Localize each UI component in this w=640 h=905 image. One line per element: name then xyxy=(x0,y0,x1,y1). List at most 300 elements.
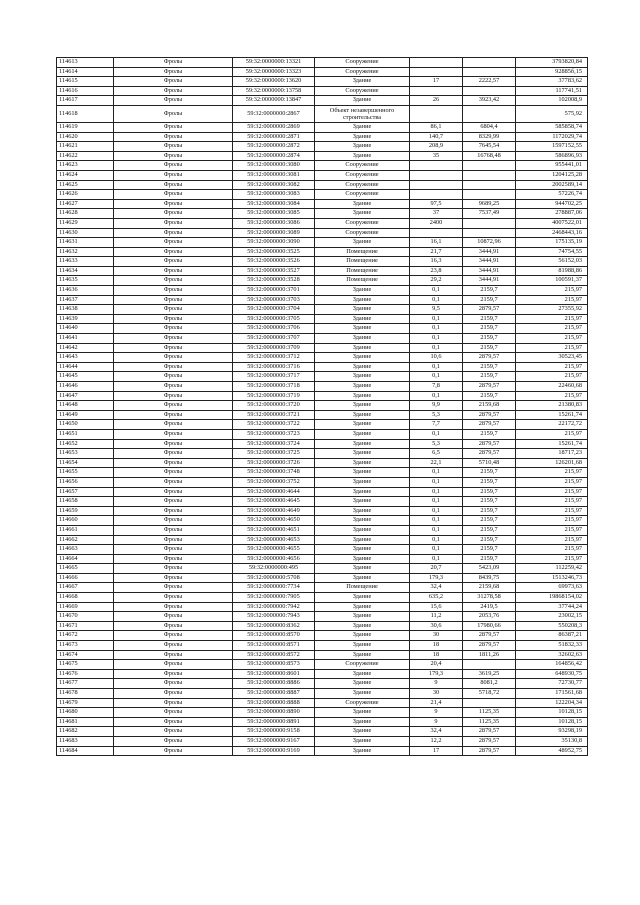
table-row xyxy=(57,77,588,87)
settlement-name-cell: Фролы xyxy=(114,77,233,87)
row-number-cell: 114628 xyxy=(57,209,114,219)
row-number-cell: 114623 xyxy=(57,161,114,171)
unit-value-cell: 3444,91 xyxy=(463,276,516,286)
settlement-name-cell: Фролы xyxy=(114,641,233,651)
object-type-cell: Здание xyxy=(315,525,410,535)
settlement-name-cell: Фролы xyxy=(114,727,233,737)
unit-value-cell: 2879,57 xyxy=(463,449,516,459)
area-cell xyxy=(410,228,463,238)
cadastral-value-cell: 1204125,28 xyxy=(516,170,588,180)
cadastral-value-cell: 215,97 xyxy=(516,535,588,545)
cadastral-number-cell: 59:32:0000000:3525 xyxy=(233,247,315,257)
table-row xyxy=(57,58,588,68)
table-row xyxy=(57,449,588,459)
area-cell: 635,2 xyxy=(410,593,463,603)
table-row xyxy=(57,295,588,305)
area-cell: 9 xyxy=(410,708,463,718)
cadastral-value-cell: 51832,33 xyxy=(516,641,588,651)
unit-value-cell: 1125,35 xyxy=(463,717,516,727)
settlement-name-cell: Фролы xyxy=(114,86,233,96)
cadastral-value-cell: 278887,06 xyxy=(516,209,588,219)
table-row xyxy=(57,573,588,583)
table-row xyxy=(57,564,588,574)
row-number-cell: 114660 xyxy=(57,516,114,526)
cadastral-number-cell: 59:32:0000000:3083 xyxy=(233,190,315,200)
object-type-cell: Помещение xyxy=(315,266,410,276)
object-type-cell: Здание xyxy=(315,487,410,497)
cadastral-value-cell: 215,97 xyxy=(516,343,588,353)
object-type-cell: Здание xyxy=(315,612,410,622)
cadastral-number-cell: 59:32:0000000:3701 xyxy=(233,286,315,296)
area-cell: 9,5 xyxy=(410,305,463,315)
area-cell: 0,1 xyxy=(410,362,463,372)
area-cell: 179,3 xyxy=(410,669,463,679)
cadastral-value-cell: 215,97 xyxy=(516,295,588,305)
cadastral-number-cell: 59:32:0000000:2871 xyxy=(233,132,315,142)
cadastral-value-cell: 18717,23 xyxy=(516,449,588,459)
table-row xyxy=(57,170,588,180)
cadastral-number-cell: 59:32:0000000:3752 xyxy=(233,477,315,487)
table-row xyxy=(57,247,588,257)
cadastral-value-cell: 86387,21 xyxy=(516,631,588,641)
settlement-name-cell: Фролы xyxy=(114,429,233,439)
cadastral-value-cell: 955441,01 xyxy=(516,161,588,171)
object-type-cell: Сооружение xyxy=(315,218,410,228)
object-type-cell: Здание xyxy=(315,96,410,106)
cadastral-value-cell: 585858,74 xyxy=(516,122,588,132)
unit-value-cell: 2159,7 xyxy=(463,525,516,535)
cadastral-value-cell: 215,97 xyxy=(516,477,588,487)
cadastral-value-cell: 586896,93 xyxy=(516,151,588,161)
row-number-cell: 114656 xyxy=(57,477,114,487)
area-cell: 0,1 xyxy=(410,391,463,401)
table-row xyxy=(57,190,588,200)
cadastral-number-cell: 59:32:0000000:8887 xyxy=(233,689,315,699)
settlement-name-cell: Фролы xyxy=(114,170,233,180)
unit-value-cell xyxy=(463,228,516,238)
object-type-cell: Здание xyxy=(315,401,410,411)
settlement-name-cell: Фролы xyxy=(114,132,233,142)
cadastral-number-cell: 59:32:0000000:4650 xyxy=(233,516,315,526)
row-number-cell: 114672 xyxy=(57,631,114,641)
object-type-cell: Здание xyxy=(315,746,410,756)
row-number-cell: 114643 xyxy=(57,353,114,363)
area-cell xyxy=(410,67,463,77)
table-row xyxy=(57,746,588,756)
table-row xyxy=(57,717,588,727)
area-cell: 0,1 xyxy=(410,324,463,334)
unit-value-cell: 2159,7 xyxy=(463,487,516,497)
object-type-cell: Помещение xyxy=(315,247,410,257)
area-cell: 0,1 xyxy=(410,334,463,344)
cadastral-value-cell: 32602,63 xyxy=(516,650,588,660)
table-row xyxy=(57,266,588,276)
object-type-cell: Здание xyxy=(315,238,410,248)
area-cell: 0,1 xyxy=(410,429,463,439)
unit-value-cell: 2159,7 xyxy=(463,468,516,478)
settlement-name-cell: Фролы xyxy=(114,564,233,574)
row-number-cell: 114674 xyxy=(57,650,114,660)
cadastral-value-cell: 215,97 xyxy=(516,525,588,535)
settlement-name-cell: Фролы xyxy=(114,487,233,497)
area-cell: 26 xyxy=(410,96,463,106)
cadastral-value-cell: 21380,83 xyxy=(516,401,588,411)
settlement-name-cell: Фролы xyxy=(114,612,233,622)
table-body xyxy=(57,58,588,756)
row-number-cell: 114642 xyxy=(57,343,114,353)
object-type-cell: Здание xyxy=(315,621,410,631)
row-number-cell: 114664 xyxy=(57,554,114,564)
cadastral-value-cell: 215,97 xyxy=(516,516,588,526)
cadastral-value-cell: 48952,75 xyxy=(516,746,588,756)
cadastral-number-cell: 59:32:0000000:3526 xyxy=(233,257,315,267)
row-number-cell: 114671 xyxy=(57,621,114,631)
table-row xyxy=(57,276,588,286)
cadastral-value-cell: 15261,74 xyxy=(516,439,588,449)
object-type-cell: Здание xyxy=(315,295,410,305)
area-cell xyxy=(410,161,463,171)
row-number-cell: 114655 xyxy=(57,468,114,478)
area-cell: 17 xyxy=(410,746,463,756)
unit-value-cell xyxy=(463,190,516,200)
object-type-cell: Сооружение xyxy=(315,698,410,708)
unit-value-cell: 2879,57 xyxy=(463,410,516,420)
settlement-name-cell: Фролы xyxy=(114,391,233,401)
unit-value-cell: 2159,68 xyxy=(463,583,516,593)
cadastral-number-cell: 59:32:0000000:8572 xyxy=(233,650,315,660)
cadastral-number-cell: 59:32:0000000:3089 xyxy=(233,228,315,238)
area-cell: 0,1 xyxy=(410,554,463,564)
object-type-cell: Здание xyxy=(315,516,410,526)
cadastral-value-cell: 100591,37 xyxy=(516,276,588,286)
unit-value-cell: 3923,42 xyxy=(463,96,516,106)
row-number-cell: 114614 xyxy=(57,67,114,77)
table-row xyxy=(57,593,588,603)
row-number-cell: 114657 xyxy=(57,487,114,497)
row-number-cell: 114652 xyxy=(57,439,114,449)
cadastral-number-cell: 59:32:0000000:3718 xyxy=(233,382,315,392)
cadastral-number-cell: 59:32:0000000:3722 xyxy=(233,420,315,430)
settlement-name-cell: Фролы xyxy=(114,105,233,122)
table-row xyxy=(57,554,588,564)
cadastral-value-cell: 550208,3 xyxy=(516,621,588,631)
unit-value-cell xyxy=(463,67,516,77)
cadastral-value-cell: 215,97 xyxy=(516,554,588,564)
table-row xyxy=(57,602,588,612)
cadastral-value-cell: 19868154,02 xyxy=(516,593,588,603)
row-number-cell: 114617 xyxy=(57,96,114,106)
unit-value-cell: 1811,26 xyxy=(463,650,516,660)
cadastral-value-cell: 4007522,01 xyxy=(516,218,588,228)
settlement-name-cell: Фролы xyxy=(114,305,233,315)
table-row xyxy=(57,161,588,171)
object-type-cell: Здание xyxy=(315,142,410,152)
table-row xyxy=(57,362,588,372)
object-type-cell: Здание xyxy=(315,727,410,737)
unit-value-cell: 5423,09 xyxy=(463,564,516,574)
table-row xyxy=(57,286,588,296)
table-row xyxy=(57,458,588,468)
unit-value-cell: 2159,7 xyxy=(463,535,516,545)
object-type-cell: Здание xyxy=(315,689,410,699)
cadastral-number-cell: 59:32:0000000:2872 xyxy=(233,142,315,152)
area-cell: 6,5 xyxy=(410,449,463,459)
settlement-name-cell: Фролы xyxy=(114,96,233,106)
row-number-cell: 114675 xyxy=(57,660,114,670)
cadastral-number-cell: 59:32:0000000:9158 xyxy=(233,727,315,737)
row-number-cell: 114666 xyxy=(57,573,114,583)
area-cell: 5,3 xyxy=(410,439,463,449)
object-type-cell: Здание xyxy=(315,708,410,718)
object-type-cell: Здание xyxy=(315,545,410,555)
row-number-cell: 114640 xyxy=(57,324,114,334)
row-number-cell: 114637 xyxy=(57,295,114,305)
table-row xyxy=(57,305,588,315)
unit-value-cell: 3444,91 xyxy=(463,257,516,267)
unit-value-cell: 2419,5 xyxy=(463,602,516,612)
cadastral-value-cell: 1597152,55 xyxy=(516,142,588,152)
area-cell: 0,1 xyxy=(410,314,463,324)
cadastral-number-cell: 59:32:0000000:3724 xyxy=(233,439,315,449)
cadastral-number-cell: 59:32:0000000:3721 xyxy=(233,410,315,420)
unit-value-cell: 2879,57 xyxy=(463,353,516,363)
unit-value-cell: 2879,57 xyxy=(463,631,516,641)
area-cell: 32,4 xyxy=(410,583,463,593)
object-type-cell: Здание xyxy=(315,497,410,507)
unit-value-cell: 2159,7 xyxy=(463,506,516,516)
row-number-cell: 114629 xyxy=(57,218,114,228)
table-row xyxy=(57,410,588,420)
area-cell: 16,3 xyxy=(410,257,463,267)
object-type-cell: Здание xyxy=(315,209,410,219)
row-number-cell: 114626 xyxy=(57,190,114,200)
area-cell: 30,6 xyxy=(410,621,463,631)
object-type-cell: Здание xyxy=(315,199,410,209)
settlement-name-cell: Фролы xyxy=(114,122,233,132)
cadastral-number-cell: 59:32:0000000:7943 xyxy=(233,612,315,622)
table-row xyxy=(57,506,588,516)
cadastral-value-cell: 112259,42 xyxy=(516,564,588,574)
settlement-name-cell: Фролы xyxy=(114,382,233,392)
cadastral-value-cell: 93298,19 xyxy=(516,727,588,737)
settlement-name-cell: Фролы xyxy=(114,286,233,296)
table-row xyxy=(57,391,588,401)
object-type-cell: Здание xyxy=(315,343,410,353)
row-number-cell: 114630 xyxy=(57,228,114,238)
object-type-cell: Сооружение xyxy=(315,86,410,96)
unit-value-cell: 16768,48 xyxy=(463,151,516,161)
cadastral-number-cell: 59:32:0000000:3719 xyxy=(233,391,315,401)
area-cell: 0,1 xyxy=(410,468,463,478)
settlement-name-cell: Фролы xyxy=(114,324,233,334)
object-type-cell: Помещение xyxy=(315,276,410,286)
area-cell: 7,7 xyxy=(410,420,463,430)
cadastral-value-cell: 37744,24 xyxy=(516,602,588,612)
object-type-cell: Сооружение xyxy=(315,67,410,77)
row-number-cell: 114616 xyxy=(57,86,114,96)
object-type-cell: Здание xyxy=(315,372,410,382)
table-row xyxy=(57,180,588,190)
settlement-name-cell: Фролы xyxy=(114,468,233,478)
cadastral-number-cell: 59:32:0000000:3705 xyxy=(233,314,315,324)
row-number-cell: 114654 xyxy=(57,458,114,468)
cadastral-value-cell: 23002,15 xyxy=(516,612,588,622)
object-type-cell: Здание xyxy=(315,669,410,679)
cadastral-value-cell: 171561,68 xyxy=(516,689,588,699)
cadastral-number-cell: 59:32:0000000:3716 xyxy=(233,362,315,372)
area-cell: 5,3 xyxy=(410,410,463,420)
table-row xyxy=(57,132,588,142)
cadastral-number-cell: 59:32:0000000:13758 xyxy=(233,86,315,96)
row-number-cell: 114677 xyxy=(57,679,114,689)
cadastral-number-cell: 59:32:0000000:13847 xyxy=(233,96,315,106)
settlement-name-cell: Фролы xyxy=(114,439,233,449)
area-cell: 9 xyxy=(410,679,463,689)
table-row xyxy=(57,151,588,161)
cadastral-number-cell: 59:32:0000000:8571 xyxy=(233,641,315,651)
table-row xyxy=(57,334,588,344)
object-type-cell: Здание xyxy=(315,449,410,459)
object-type-cell: Здание xyxy=(315,468,410,478)
cadastral-number-cell: 59:32:0000000:9167 xyxy=(233,736,315,746)
unit-value-cell: 2159,7 xyxy=(463,372,516,382)
unit-value-cell xyxy=(463,105,516,122)
cadastral-value-cell: 215,97 xyxy=(516,468,588,478)
object-type-cell: Здание xyxy=(315,286,410,296)
unit-value-cell xyxy=(463,180,516,190)
object-type-cell: Здание xyxy=(315,391,410,401)
area-cell: 9 xyxy=(410,717,463,727)
settlement-name-cell: Фролы xyxy=(114,372,233,382)
row-number-cell: 114613 xyxy=(57,58,114,68)
object-type-cell: Здание xyxy=(315,477,410,487)
cadastral-number-cell: 59:32:0000000:3085 xyxy=(233,209,315,219)
row-number-cell: 114627 xyxy=(57,199,114,209)
object-type-cell: Здание xyxy=(315,362,410,372)
object-type-cell: Здание xyxy=(315,573,410,583)
cadastral-value-cell: 215,97 xyxy=(516,314,588,324)
cadastral-value-cell: 15261,74 xyxy=(516,410,588,420)
object-type-cell: Здание xyxy=(315,429,410,439)
unit-value-cell: 2159,7 xyxy=(463,295,516,305)
table-row xyxy=(57,650,588,660)
row-number-cell: 114644 xyxy=(57,362,114,372)
cadastral-value-cell: 10128,15 xyxy=(516,708,588,718)
property-table xyxy=(56,57,588,756)
area-cell xyxy=(410,105,463,122)
cadastral-value-cell: 648930,75 xyxy=(516,669,588,679)
row-number-cell: 114631 xyxy=(57,238,114,248)
cadastral-number-cell: 59:32:0000000:3706 xyxy=(233,324,315,334)
area-cell: 23,8 xyxy=(410,266,463,276)
area-cell: 10,6 xyxy=(410,353,463,363)
unit-value-cell: 2053,76 xyxy=(463,612,516,622)
area-cell: 22,1 xyxy=(410,458,463,468)
unit-value-cell: 2879,57 xyxy=(463,736,516,746)
settlement-name-cell: Фролы xyxy=(114,362,233,372)
table-row xyxy=(57,96,588,106)
area-cell: 29,2 xyxy=(410,276,463,286)
object-type-cell: Сооружение xyxy=(315,660,410,670)
settlement-name-cell: Фролы xyxy=(114,257,233,267)
unit-value-cell: 2159,7 xyxy=(463,497,516,507)
object-type-cell: Здание xyxy=(315,717,410,727)
area-cell xyxy=(410,58,463,68)
unit-value-cell xyxy=(463,58,516,68)
row-number-cell: 114650 xyxy=(57,420,114,430)
cadastral-value-cell: 575,92 xyxy=(516,105,588,122)
object-type-cell: Здание xyxy=(315,77,410,87)
area-cell: 35 xyxy=(410,151,463,161)
settlement-name-cell: Фролы xyxy=(114,458,233,468)
settlement-name-cell: Фролы xyxy=(114,218,233,228)
cadastral-value-cell: 215,97 xyxy=(516,506,588,516)
unit-value-cell: 2879,57 xyxy=(463,746,516,756)
object-type-cell: Здание xyxy=(315,679,410,689)
row-number-cell: 114663 xyxy=(57,545,114,555)
settlement-name-cell: Фролы xyxy=(114,228,233,238)
area-cell: 97,5 xyxy=(410,199,463,209)
cadastral-value-cell: 215,97 xyxy=(516,334,588,344)
table-row xyxy=(57,257,588,267)
row-number-cell: 114659 xyxy=(57,506,114,516)
settlement-name-cell: Фролы xyxy=(114,602,233,612)
table-row xyxy=(57,372,588,382)
cadastral-value-cell: 22460,68 xyxy=(516,382,588,392)
table-row xyxy=(57,86,588,96)
table-row xyxy=(57,142,588,152)
cadastral-number-cell: 59:32:0000000:2869 xyxy=(233,122,315,132)
settlement-name-cell: Фролы xyxy=(114,266,233,276)
object-type-cell: Здание xyxy=(315,439,410,449)
table-row xyxy=(57,353,588,363)
object-type-cell: Здание xyxy=(315,564,410,574)
area-cell: 30 xyxy=(410,631,463,641)
row-number-cell: 114625 xyxy=(57,180,114,190)
cadastral-value-cell: 35130,8 xyxy=(516,736,588,746)
row-number-cell: 114667 xyxy=(57,583,114,593)
object-type-cell: Здание xyxy=(315,506,410,516)
cadastral-number-cell: 59:32:0000000:495 xyxy=(233,564,315,574)
object-type-cell: Объект незавершенного строительства xyxy=(315,105,410,122)
row-number-cell: 114673 xyxy=(57,641,114,651)
area-cell: 208,9 xyxy=(410,142,463,152)
cadastral-number-cell: 59:32:0000000:3528 xyxy=(233,276,315,286)
settlement-name-cell: Фролы xyxy=(114,334,233,344)
cadastral-value-cell: 215,97 xyxy=(516,362,588,372)
table-row xyxy=(57,736,588,746)
unit-value-cell: 2159,7 xyxy=(463,334,516,344)
unit-value-cell: 10872,96 xyxy=(463,238,516,248)
cadastral-value-cell: 10128,15 xyxy=(516,717,588,727)
unit-value-cell: 7537,49 xyxy=(463,209,516,219)
unit-value-cell: 2879,57 xyxy=(463,382,516,392)
row-number-cell: 114632 xyxy=(57,247,114,257)
cadastral-value-cell: 1513246,73 xyxy=(516,573,588,583)
area-cell: 7,8 xyxy=(410,382,463,392)
table-row xyxy=(57,641,588,651)
area-cell: 86,1 xyxy=(410,122,463,132)
table-row xyxy=(57,679,588,689)
cadastral-value-cell: 57226,74 xyxy=(516,190,588,200)
settlement-name-cell: Фролы xyxy=(114,151,233,161)
cadastral-number-cell: 59:32:0000000:7734 xyxy=(233,583,315,593)
cadastral-value-cell: 92885б,15 xyxy=(516,67,588,77)
area-cell: 20,7 xyxy=(410,564,463,574)
area-cell: 30 xyxy=(410,689,463,699)
row-number-cell: 114665 xyxy=(57,564,114,574)
cadastral-value-cell: 122204,34 xyxy=(516,698,588,708)
